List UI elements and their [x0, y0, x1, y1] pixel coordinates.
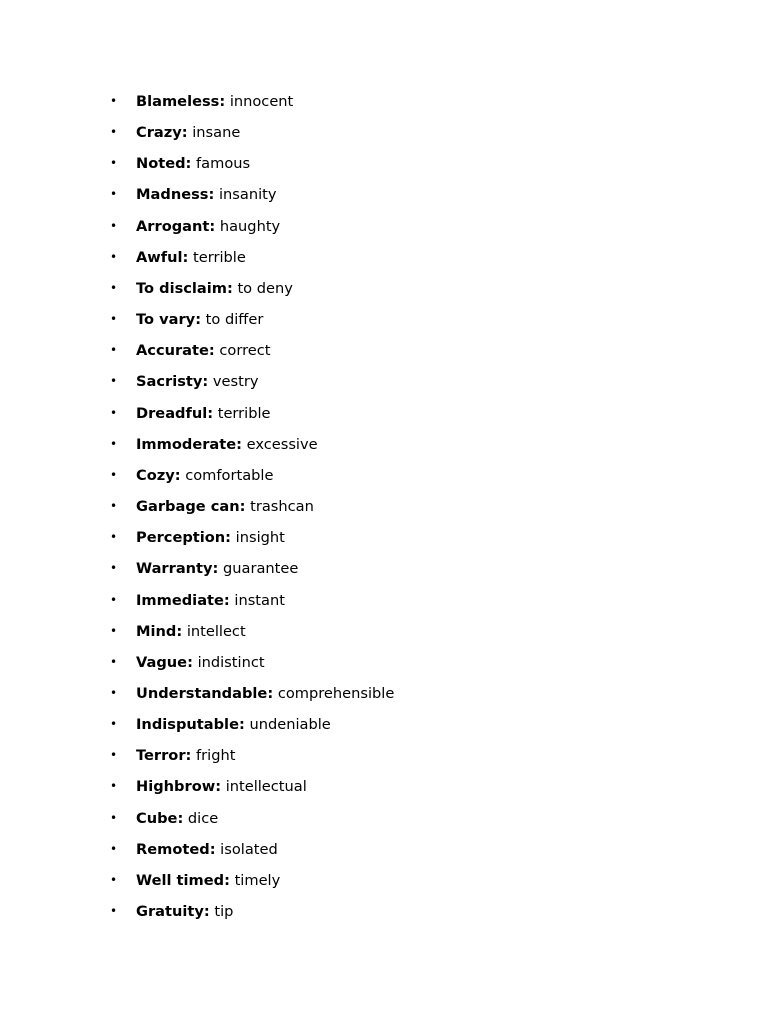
entry-definition: famous	[196, 155, 251, 173]
entry-definition: guarantee	[223, 560, 299, 578]
glossary-entry	[0, 865, 768, 896]
entry-text	[136, 740, 235, 771]
entry-definition: intellect	[186, 622, 246, 640]
entry-term: Accurate:	[136, 342, 215, 360]
entry-term: Highbrow:	[136, 778, 222, 796]
entry-definition: fright	[196, 747, 236, 765]
glossary-entry	[0, 803, 768, 834]
bullet-icon: •	[110, 904, 118, 919]
entry-term: Terror:	[136, 747, 192, 765]
entry-text	[136, 834, 278, 865]
entry-term: Understandable:	[136, 684, 274, 702]
glossary-entry	[0, 304, 768, 335]
glossary-entry	[0, 460, 768, 491]
bullet-icon: •	[110, 779, 118, 794]
bullet-icon: •	[110, 467, 118, 482]
entry-definition: insanity	[218, 186, 277, 204]
bullet-icon: •	[110, 748, 118, 763]
bullet-icon: •	[110, 218, 118, 233]
bullet-icon: •	[110, 530, 118, 545]
entry-term: Crazy:	[136, 124, 188, 142]
entry-term: Garbage can:	[136, 498, 246, 516]
entry-term: Perception:	[136, 529, 232, 547]
entry-definition: insight	[235, 529, 285, 547]
entry-definition: indistinct	[197, 653, 265, 671]
bullet-icon: •	[110, 312, 118, 327]
bullet-icon: •	[110, 436, 118, 451]
glossary-entry	[0, 585, 768, 616]
entry-text	[136, 709, 331, 740]
entry-text	[136, 522, 285, 553]
glossary-entry	[0, 771, 768, 802]
bullet-icon: •	[110, 280, 118, 295]
entry-text	[136, 865, 280, 896]
entry-term: Arrogant:	[136, 217, 216, 235]
entry-definition: haughty	[219, 217, 281, 235]
glossary-entry	[0, 179, 768, 210]
bullet-icon: •	[110, 249, 118, 264]
entry-term: Remoted:	[136, 840, 216, 858]
glossary-entry	[0, 273, 768, 304]
entry-term: Well timed:	[136, 871, 230, 889]
entry-term: Dreadful:	[136, 404, 214, 422]
glossary-entry	[0, 709, 768, 740]
entry-term: Gratuity:	[136, 903, 210, 921]
bullet-icon: •	[110, 841, 118, 856]
entry-definition: comfortable	[185, 466, 274, 484]
bullet-icon: •	[110, 685, 118, 700]
entry-definition: terrible	[217, 404, 271, 422]
entry-term: Mind:	[136, 622, 183, 640]
entry-text	[136, 460, 273, 491]
glossary-entry	[0, 616, 768, 647]
entry-definition: intellectual	[225, 778, 307, 796]
entry-term: Blameless:	[136, 93, 226, 110]
entry-text	[136, 117, 240, 148]
entry-term: To vary:	[136, 311, 202, 329]
glossary-entry	[0, 522, 768, 553]
glossary-entry	[0, 366, 768, 397]
glossary-entry	[0, 553, 768, 584]
glossary-entry	[0, 834, 768, 865]
glossary-entry	[0, 335, 768, 366]
entry-term: Cozy:	[136, 466, 181, 484]
entry-text	[136, 647, 265, 678]
entry-definition: timely	[234, 871, 281, 889]
entry-definition: to differ	[205, 311, 264, 329]
bullet-icon: •	[110, 872, 118, 887]
bullet-icon: •	[110, 654, 118, 669]
entry-text	[136, 335, 271, 366]
glossary-entry	[0, 211, 768, 242]
glossary-entry	[0, 148, 768, 179]
entry-text	[136, 896, 233, 927]
entry-text	[136, 211, 280, 242]
entry-definition: dice	[187, 809, 219, 827]
entry-definition: tip	[214, 903, 234, 921]
entry-text	[136, 491, 314, 522]
entry-definition: undeniable	[249, 716, 331, 734]
entry-term: Sacristy:	[136, 373, 209, 391]
glossary-entry	[0, 242, 768, 273]
entry-definition: vestry	[212, 373, 259, 391]
entry-term: Indisputable:	[136, 716, 245, 734]
bullet-icon: •	[110, 561, 118, 576]
glossary-list	[0, 86, 768, 927]
entry-term: Noted:	[136, 155, 192, 173]
entry-term: Immediate:	[136, 591, 230, 609]
entry-definition: trashcan	[250, 498, 314, 516]
bullet-icon: •	[110, 592, 118, 607]
entry-text	[136, 86, 293, 117]
entry-definition: innocent	[229, 93, 294, 110]
entry-term: Vague:	[136, 653, 193, 671]
entry-text	[136, 678, 394, 709]
entry-text	[136, 616, 246, 647]
entry-definition: comprehensible	[277, 684, 395, 702]
entry-definition: isolated	[220, 840, 278, 858]
bullet-icon: •	[110, 405, 118, 420]
entry-term: Warranty:	[136, 560, 219, 578]
entry-term: Madness:	[136, 186, 215, 204]
entry-text	[136, 771, 307, 802]
bullet-icon: •	[110, 94, 118, 108]
entry-text	[136, 366, 258, 397]
bullet-icon: •	[110, 187, 118, 202]
bullet-icon: •	[110, 623, 118, 638]
glossary-entry	[0, 117, 768, 148]
entry-definition: to deny	[237, 279, 293, 297]
bullet-icon: •	[110, 156, 118, 171]
bullet-icon: •	[110, 343, 118, 358]
glossary-entry	[0, 740, 768, 771]
glossary-entry	[0, 896, 768, 927]
glossary-entry	[0, 429, 768, 460]
entry-term: To disclaim:	[136, 279, 233, 297]
entry-text	[136, 803, 218, 834]
glossary-entry	[0, 491, 768, 522]
entry-text	[136, 242, 246, 273]
entry-term: Cube:	[136, 809, 184, 827]
entry-text	[136, 179, 276, 210]
entry-term: Awful:	[136, 248, 189, 266]
entry-text	[136, 553, 298, 584]
entry-text	[136, 585, 285, 616]
bullet-icon: •	[110, 810, 118, 825]
entry-definition: correct	[219, 342, 271, 360]
entry-text	[136, 148, 250, 179]
entry-text	[136, 398, 271, 429]
glossary-entry	[0, 647, 768, 678]
bullet-icon: •	[110, 499, 118, 514]
entry-definition: instant	[234, 591, 285, 609]
entry-term: Immoderate:	[136, 435, 242, 453]
bullet-icon: •	[110, 374, 118, 389]
entry-definition: insane	[192, 124, 241, 142]
glossary-entry	[0, 678, 768, 709]
entry-text	[136, 304, 263, 335]
glossary-entry	[0, 86, 768, 117]
bullet-icon: •	[110, 125, 118, 140]
glossary-entry	[0, 398, 768, 429]
entry-definition: excessive	[246, 435, 318, 453]
entry-text	[136, 429, 318, 460]
bullet-icon: •	[110, 717, 118, 732]
entry-definition: terrible	[193, 248, 246, 266]
entry-text	[136, 273, 293, 304]
